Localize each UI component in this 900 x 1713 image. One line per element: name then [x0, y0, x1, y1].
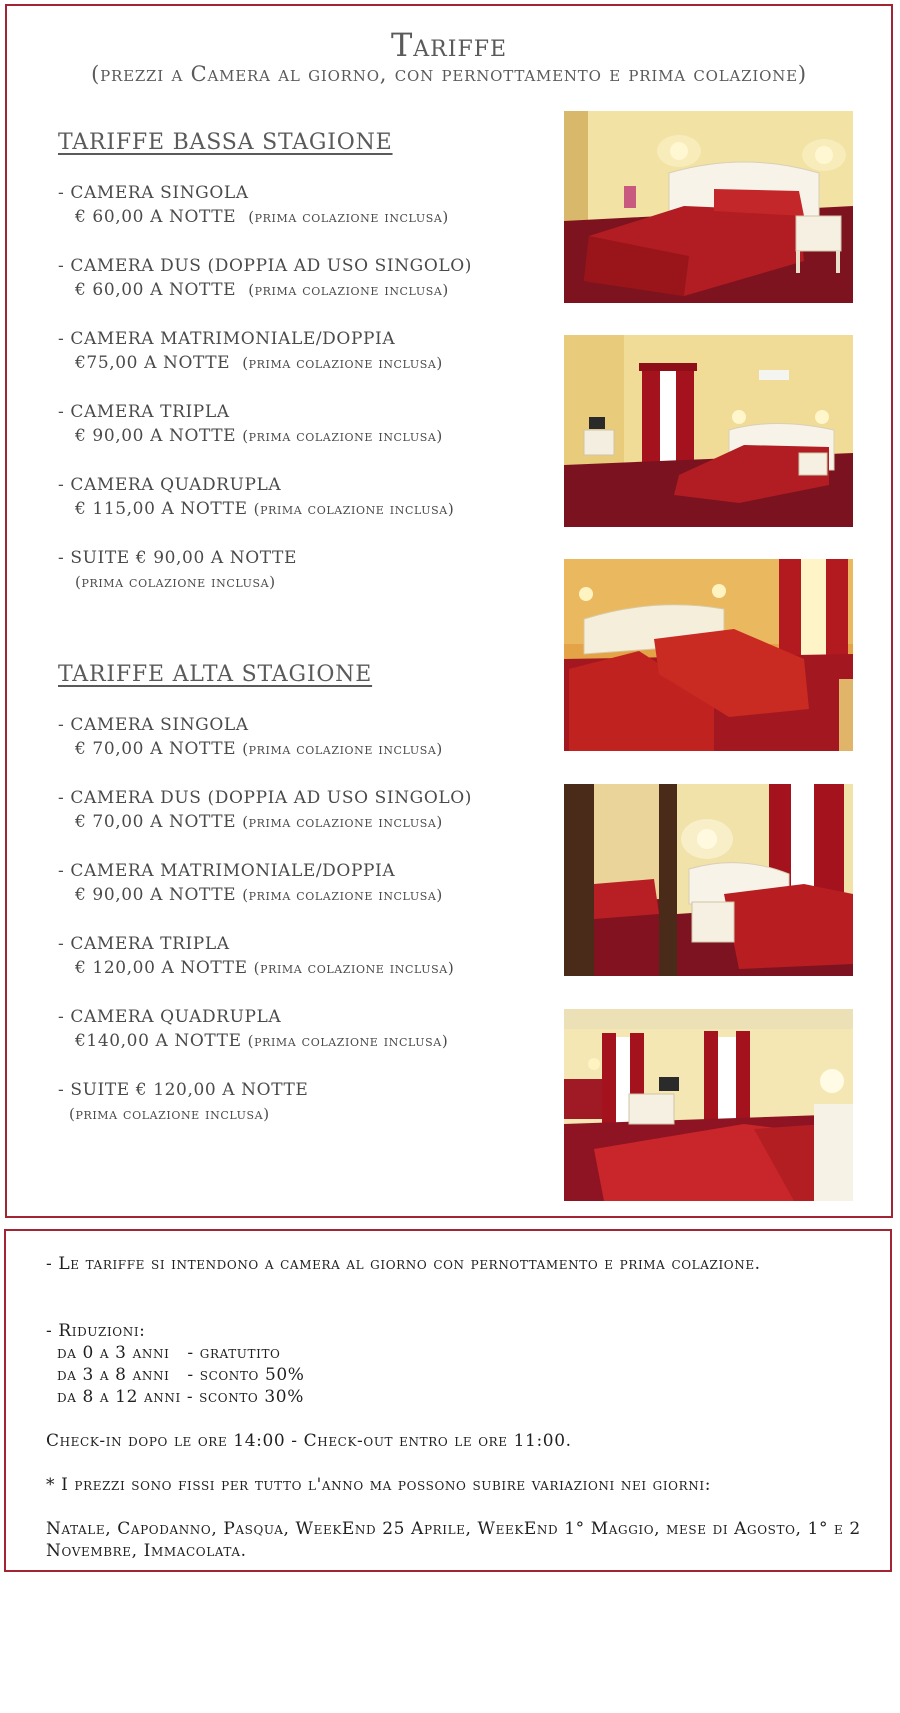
reduction-item: da 8 a 12 anni - sconto 30% [57, 1387, 304, 1407]
holidays-list: Natale, Capodanno, Pasqua, WeekEnd 25 Aprile, WeekEnd 1° Maggio, mese di Agosto, 1° e 2 Novembre, Immacolata. [46, 1519, 861, 1561]
rate-item: - CAMERA SINGOLA € 60,00 A NOTTE (prima colazione inclusa) [58, 183, 449, 227]
high-season-heading: TARIFFE ALTA STAGIONE [58, 662, 373, 687]
rate-item: - CAMERA MATRIMONIALE/DOPPIA € 90,00 A NOTTE (prima colazione inclusa) [58, 861, 443, 905]
info-panel [4, 1229, 892, 1572]
page-subtitle: (prezzi a Camera al giorno, con pernottamento e prima colazione) [91, 62, 807, 86]
room-photo-suite [564, 784, 853, 976]
prices-note: * I prezzi sono fissi per tutto l'anno ma possono subire variazioni nei giorni: [46, 1475, 712, 1495]
room-photo-twin [564, 559, 853, 751]
page-title: Tariffe [390, 26, 508, 64]
reduction-item: da 3 a 8 anni - sconto 50% [57, 1365, 305, 1385]
room-photo-matrimonial [564, 1009, 853, 1201]
checkin-checkout: Check-in dopo le ore 14:00 - Check-out entro le ore 11:00. [46, 1431, 572, 1451]
rate-item: - CAMERA QUADRUPLA € 115,00 A NOTTE (prima colazione inclusa) [58, 475, 455, 519]
reduction-item: da 0 a 3 anni - gratutito [57, 1343, 281, 1363]
rate-item: - CAMERA DUS (DOPPIA AD USO SINGOLO) € 60,00 A NOTTE (prima colazione inclusa) [58, 256, 473, 300]
room-photo-double-window [564, 335, 853, 527]
reductions-block [46, 1320, 876, 1408]
rate-item: - SUITE € 120,00 A NOTTE (prima colazione inclusa) [58, 1080, 309, 1123]
rate-item: - CAMERA MATRIMONIALE/DOPPIA €75,00 A NOTTE (prima colazione inclusa) [58, 329, 443, 373]
low-season-heading: TARIFFE BASSA STAGIONE [58, 130, 393, 155]
reductions-title: - Riduzioni: [46, 1321, 146, 1341]
rate-item: - SUITE € 90,00 A NOTTE (prima colazione inclusa) [58, 548, 297, 591]
rate-item: - CAMERA DUS (DOPPIA AD USO SINGOLO) € 70,00 A NOTTE (prima colazione inclusa) [58, 788, 473, 832]
room-photo-double [564, 111, 853, 303]
rate-item: - CAMERA TRIPLA € 90,00 A NOTTE (prima colazione inclusa) [58, 402, 443, 446]
rates-panel [5, 4, 893, 1218]
rate-item: - CAMERA SINGOLA € 70,00 A NOTTE (prima colazione inclusa) [58, 715, 443, 759]
info-rates-note: - Le tariffe si intendono a camera al giorno con pernottamento e prima colazione. [46, 1254, 761, 1274]
rate-item: - CAMERA QUADRUPLA €140,00 A NOTTE (prima colazione inclusa) [58, 1007, 449, 1051]
rate-item: - CAMERA TRIPLA € 120,00 A NOTTE (prima colazione inclusa) [58, 934, 455, 978]
